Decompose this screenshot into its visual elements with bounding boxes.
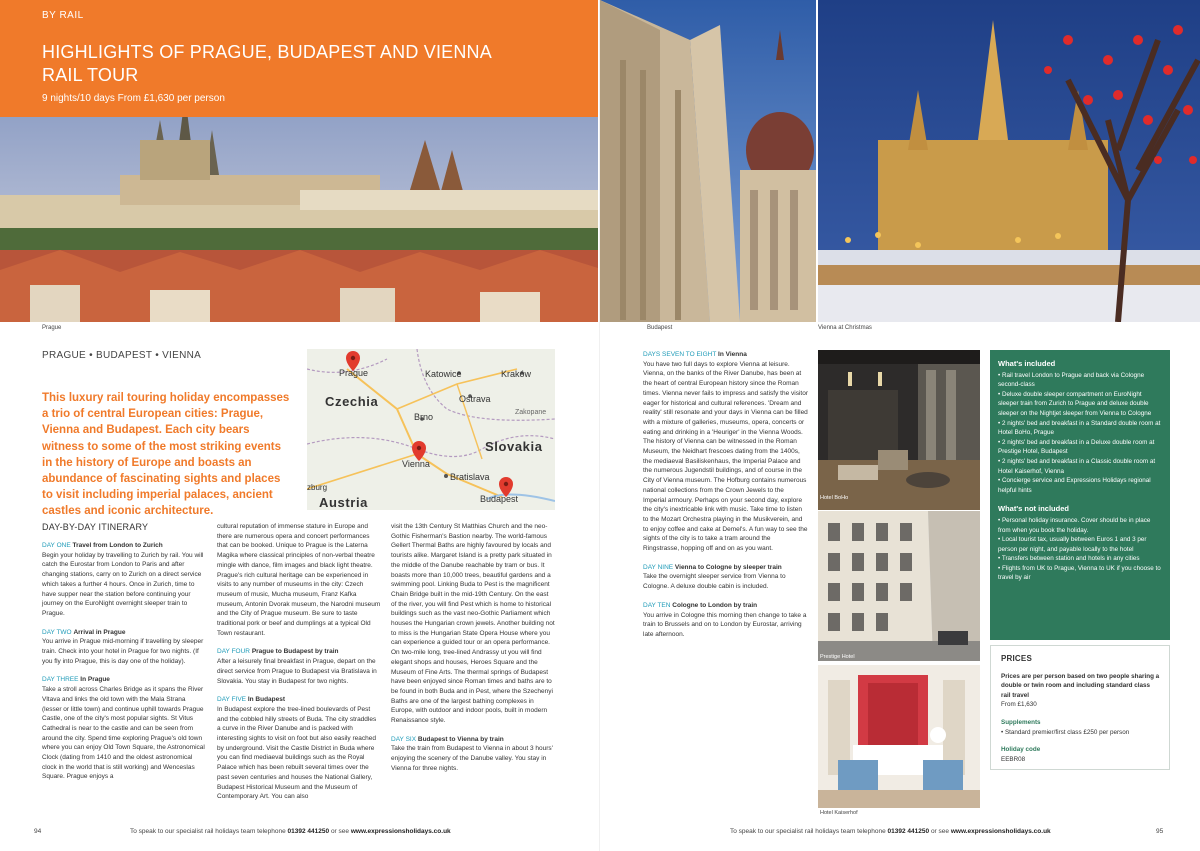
day-text: Take the overnight sleeper service from Vienna to Cologne. A deluxe double cabin is included.: [643, 573, 786, 591]
included-item: • Rail travel London to Prague and back via Cologne second-class: [998, 371, 1145, 389]
hotel-kaiserhof-photo: [818, 665, 980, 808]
page-title: HIGHLIGHTS OF PRAGUE, BUDAPEST AND VIENNA RAIL TOUR: [42, 42, 491, 85]
day-title: Vienna to Cologne by sleeper train: [674, 563, 782, 571]
day-text: Take the train from Budapest to Vienna in about 3 hours' enjoying the scenery of the Danube valley. You stay in Vienna for three nights.: [391, 745, 553, 772]
footer-phone[interactable]: 01392 441250: [287, 828, 330, 835]
map-label-bratislava: Bratislava: [450, 472, 490, 482]
map-label-budapest: Budapest: [480, 494, 519, 504]
map-label-ostrava: Ostrava: [459, 394, 491, 404]
vienna-caption: Vienna at Christmas: [818, 325, 872, 331]
day-number: DAY NINE: [643, 563, 674, 571]
itinerary-column-4: [643, 350, 808, 640]
footer-or: or see: [930, 828, 950, 835]
day-title: Cologne to London by train: [672, 601, 758, 609]
day-heading: [42, 675, 206, 685]
day-heading: [643, 601, 808, 611]
footer-phone[interactable]: 01392 441250: [887, 828, 930, 835]
day-number: DAY TEN: [643, 601, 671, 609]
supplements-heading: Supplements: [1001, 718, 1041, 726]
page-number-left: 94: [34, 828, 42, 835]
map-label-prague: Prague: [339, 368, 369, 378]
map-label-zakopane: Zakopane: [515, 409, 547, 416]
price-from: From £1,630: [1001, 701, 1037, 709]
hotel-kaiserhof-caption: Hotel Kaiserhof: [820, 810, 858, 816]
day-title: Arrival in Prague: [73, 628, 126, 636]
day-text: cultural reputation of immense stature in Europe and there are numerous opera and concert performances that can be booked. Unique to Prague is the Laterna Magika where classical principles of non-verbal theatre mingle with dance, film images and black light theatre. Prague's rich cultural heritage can be experienced in visits to any number of museums in the city: Czech museum of music, Mucha museum, Franz Kafka museum, Antonin Dvorak museum, the Narodni museum and the City of Prague museum. Be sure to taste traditional pork or beef and dumplings at a typical Old Town restaurant.: [217, 523, 381, 637]
day-text: After a leisurely final breakfast in Prague, depart on the direct service from Prague to Budapest via Bratislava in Slovakia. You stay in Budapest for two nights.: [217, 658, 377, 685]
map-label-krakow: Kraków: [501, 369, 532, 379]
map-label-czechia: Czechia: [325, 394, 379, 409]
day-title: Budapest to Vienna by train: [417, 735, 504, 743]
whats-included-box: [990, 350, 1170, 640]
route-label: PRAGUE • BUDAPEST • VIENNA: [42, 350, 202, 361]
map-label-brno: Brno: [414, 412, 434, 422]
not-included-item: • Local tourist tax, usually between Euros 1 and 3 per person per night, and payable locally to the hotel: [998, 536, 1147, 553]
day-number: DAY ONE: [42, 542, 71, 549]
prague-caption: Prague: [42, 325, 62, 331]
included-item: • Deluxe double sleeper compartment on EuroNight sleeper train from Zurich to Prague and deluxe double sleeper on the Nightjet sleeper from Vienna to Cologne: [998, 390, 1152, 417]
day-heading: [643, 350, 808, 360]
budapest-photo: [600, 0, 816, 322]
duration-price: 9 nights/10 days From £1,630 per person: [42, 93, 225, 104]
day-text: Begin your holiday by travelling to Zurich by rail. You will catch the Eurostar from London to Paris and after changing stations, carry on to Zurich on a direct service which takes a further 4 hours. Once in Zurich, time to have supper near the station before continuing your journey on the EuroNight overnight sleeper train to Prague.: [42, 551, 204, 617]
included-item: • 2 nights' bed and breakfast in a Standard double room at Hotel BoHo, Prague: [998, 419, 1161, 437]
holiday-code-heading: Holiday code: [1001, 746, 1041, 754]
footer-contact-left: [130, 828, 451, 835]
day-heading: [42, 541, 206, 551]
included-item: • 2 nights' bed and breakfast in a Classic double room at Hotel Kaiserhof, Vienna: [998, 457, 1156, 475]
day-text: You arrive in Cologne this morning then change to take a train to Brussels and on to London by Eurostar, arriving late afternoon.: [643, 611, 807, 638]
day-number: DAY SIX: [391, 735, 417, 743]
itinerary-column-2: [217, 522, 381, 802]
itinerary-column-3: [391, 522, 555, 774]
day-title: In Budapest: [247, 696, 286, 704]
day-text: You have two full days to explore Vienna at leisure. Vienna, on the banks of the River Danube, has been at the heart of central European history since the Roman times. Vienna never fails to impress and satisfy the visitor eager for historical and cultural references. 'Dream and reality' still resonate and your days in Vienna can be filled with a mixture of galleries, museums, opera, concerts or eating and drinking in a 'Heuriger' in the Vienna Woods. The history of Vienna can be witnessed in the Roman Museum, the Neidhart frescoes dating from the 1400s, the mediaeval Basiliskenhaus, the Imperial Palace and the numerous Jugendstil buildings, and of course in the City of Vienna museum. The Hofburg contains numerous national collections from the Crown Jewels to the Imperial armoury. Perhaps on your second day, explore the city's inextricable link with music. Take time to listen to the Mozart Orchestra playing in the Musikverein, and to enjoy coffee and cake at Demel's. A fun way to see the sights of the city is to take a tram around the Ringstrasse, hopping off and on as you want.: [643, 360, 808, 553]
footer-website-link[interactable]: www.expressionsholidays.co.uk: [350, 828, 451, 835]
not-included-item: • Flights from UK to Prague, Vienna to UK if you choose to travel by air: [998, 564, 1161, 582]
day-number: DAY TWO: [42, 628, 72, 636]
included-item: • Concierge service and Expressions Holidays regional helpful hints: [998, 477, 1151, 494]
day-text: In Budapest explore the tree-lined boulevards of Pest and the cobbled hilly streets of Buda. The city straddles a curve in the River Danube and is packed with interesting sights to visit on foot but also easily reached by underground. Visit the Castle District in Buda where you can find mediaeval buildings such as the Royal Palace which has been rebuilt several times over the past seven centuries and houses the National Gallery, Budapest Historical Museum and the Museum of Contemporary Art. You can also: [217, 705, 377, 801]
map-label-vienna: Vienna: [402, 459, 430, 469]
not-included-heading: What's not included: [998, 504, 1069, 514]
day-heading: [217, 695, 381, 705]
day-text: Take a stroll across Charles Bridge as it spans the River Vltava and links the old town with the Mala Strana (lesser or little town) and continue uphill towards Prague Castle, one of the city's most popular sights. St Vitus Cathedral is near to the castle and can be seen from around the city. Spend time exploring Prague's old town where you can enjoy Old Town Square, the Astronomical Clock (dating from 1410 and the oldest astronomical clock in the world that is still working) and Wenceslas Square. Prague enjoys a: [42, 686, 205, 781]
supplements-item: • Standard premier/first class £250 per person: [1001, 728, 1130, 736]
map-label-slovakia: Slovakia: [485, 439, 543, 454]
map-label-austria: Austria: [319, 495, 368, 510]
day-text: You arrive in Prague mid-morning if travelling by sleeper train. Check into your hotel in Prague for two nights. (If you fly into Prague, this is day one of the holiday).: [42, 638, 204, 665]
day-heading: [391, 735, 555, 745]
budapest-caption: Budapest: [647, 325, 673, 331]
footer-website-link[interactable]: www.expressionsholidays.co.uk: [950, 828, 1051, 835]
route-map: [307, 349, 555, 510]
hotel-boho-caption: Hotel BoHo: [820, 495, 849, 501]
holiday-code: EEBR08: [1001, 755, 1026, 763]
prestige-hotel-caption: Prestige Hotel: [820, 654, 855, 660]
day-title: In Prague: [80, 676, 110, 684]
footer-contact-right: [730, 828, 1051, 835]
included-heading: What's included: [998, 359, 1056, 368]
map-label-partial: zburg: [307, 483, 328, 492]
day-title: Travel from London to Zurich: [72, 542, 163, 549]
day-number: DAYS SEVEN TO EIGHT: [643, 351, 717, 358]
prices-lead: Prices are per person based on two people sharing a double or twin room and including standard class rail travel: [1001, 672, 1160, 699]
vienna-photo: [818, 0, 1200, 322]
day-number: DAY FIVE: [217, 696, 247, 704]
day-number: DAY FOUR: [217, 648, 250, 656]
footer-or: or see: [330, 828, 350, 835]
not-included-item: • Personal holiday insurance. Cover should be in place from when you book the holiday.: [998, 516, 1151, 534]
not-included-item: • Transfers between station and hotels in any cities: [998, 555, 1140, 563]
day-heading: [643, 563, 808, 573]
itinerary-heading: DAY-BY-DAY ITINERARY: [42, 522, 149, 532]
intro-text: This luxury rail touring holiday encompasses a trio of central European cities: Prague, Vienna and Budapest. Each city bears witness to some of the most striking events in the history of Europe and boasts an abundance of fascinating sights and places to visit including imperial palaces, ancient castles and iconic architecture.: [42, 392, 290, 518]
day-text: visit the 13th Century St Matthias Church and the neo-Gothic Fisherman's Bastion nearby. The world-famous Gellert Thermal Baths are highly favoured by locals and tourists alike. Margaret Island is a pretty park situated in the middle of the Danube reachable by tram or bus. It boasts more than 10,000 trees, beautiful gardens and a swimming pool. Linking Buda to Pest is the magnificent Chain Bridge built in the mid-19th Century. On the east of the river, you will find Pest which is home to historical buildings such as the vast neo-Gothic Parliament which houses the Hungarian crown jewels. Another building not to miss is the Hungarian State Opera House where you can experience a guided tour or an opera performance. On two-mile long, tree-lined Andrassy ut you will find elegant shops and houses, Heroes Square and the Museum of Fine Arts. The thermal springs of Budapest have been enjoyed since Roman times and baths are to be found in both Buda and in Pest, where the Szechenyi Baths are one of the largest bathing complexes in Europe, with outdoor and indoor pools, built in modern Renaissance style.: [391, 523, 555, 725]
day-number: DAY THREE: [42, 676, 79, 684]
map-label-katowice: Katowice: [425, 369, 462, 379]
title-block: [0, 0, 598, 117]
day-heading: [42, 628, 206, 638]
day-title: In Vienna: [718, 351, 747, 358]
included-item: • 2 nights' bed and breakfast in a Deluxe double room at Prestige Hotel, Budapest: [998, 438, 1155, 456]
prices-box: [990, 645, 1170, 770]
itinerary-column-1: [42, 541, 206, 782]
prices-heading: PRICES: [1001, 654, 1032, 663]
footer-text: To speak to our specialist rail holidays team telephone: [130, 828, 286, 835]
section-kicker: BY RAIL: [42, 10, 84, 21]
footer-text: To speak to our specialist rail holidays team telephone: [730, 828, 886, 835]
prestige-hotel-photo: [818, 511, 980, 661]
day-heading: [217, 647, 381, 657]
page-number-right: 95: [1156, 828, 1164, 835]
day-title: Prague to Budapest by train: [251, 648, 339, 656]
hotel-boho-photo: [818, 350, 980, 510]
